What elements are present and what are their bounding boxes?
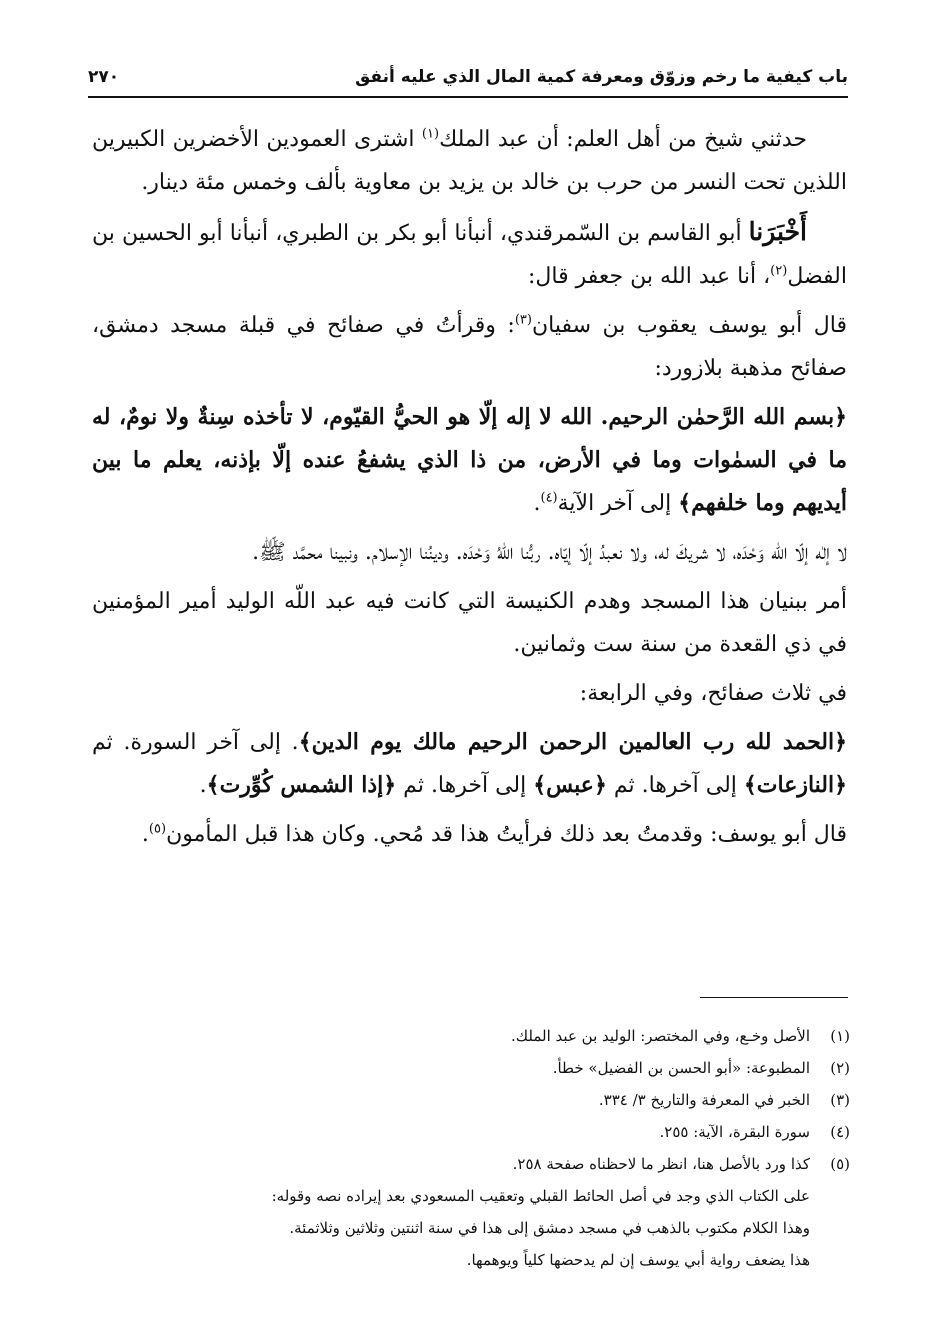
surah-name: ﴿النازعات﴾ [743,772,847,798]
footnote-text: المطبوعة: «أبو الحسن بن الفضيل» خطأ. [552,1059,810,1077]
text: إلى آخرها. ثم [396,773,534,798]
footnote-text: الخبر في المعرفة والتاريخ ٣/ ٣٣٤. [598,1091,810,1109]
footnote-text: الأصل وخـع، وفي المختصر: الوليد بن عبد الملك. [511,1027,810,1045]
text: . إلى آخر السورة. ثم [92,730,299,755]
text: إلى آخر الآية [557,491,679,516]
footnote-item [140,1084,850,1116]
footnote-item [140,1020,850,1052]
paragraph-4 [92,396,847,525]
text: قال أبو يوسف يعقوب بن سفيان [531,313,847,338]
footnote-continuation-line: وهذا الكلام مكتوب بالذهب في مسجد دمشق إلى هذا في سنة اثنتين وثلاثين وثلاثمئة. [289,1219,810,1237]
text: حدثني شيخ من أهل العلم: أن عبد الملك [439,127,807,152]
paragraph-7 [92,672,847,715]
paragraph-2 [92,210,847,298]
footnote-ref-4: (٤) [540,490,558,506]
isnad-keyword: أَخْبَرَنا [748,217,807,246]
surah-name: ﴿عبس﴾ [533,772,607,798]
paragraph-9 [92,813,847,856]
footnote-ref-3: (٣) [514,312,532,328]
surah-name: ﴿إذا الشمس كُوِّرت﴾ [206,772,397,798]
footnote-ref-1: (١) [421,126,440,142]
text: أمر ببنيان هذا المسجد وهدم الكنيسة التي كانت فيه عبد اللّه الوليد أمير المؤمنين في ذي القعدة من سنة ست وثمانين. [92,589,847,657]
footnote-item [140,1116,850,1148]
paragraph-8 [92,721,847,807]
text: قال أبو يوسف: وقدمتُ بعد ذلك فرأيتُ هذا قد مُحي. وكان هذا قبل المأمون [166,822,847,847]
text: : وقرأتُ في صفائح في قبلة مسجد دمشق، صفائح مذهبة بلازورد: [92,313,847,381]
text: اشترى العمودين الأخضرين الكبيرين اللذين تحت النسر من حرب بن خالد بن يزيد بن معاوية بألف وخمس مئة دينار. [92,127,847,195]
footnote-number: (٢) [830,1059,850,1077]
text: . [141,822,149,847]
paragraph-3 [92,304,847,390]
footnote-number: (١) [830,1027,850,1045]
paragraph-5 [92,531,847,574]
footnote-rule [700,997,848,998]
footnotes [140,1020,850,1276]
text: . [199,773,207,798]
text: . [533,491,541,516]
text: ، أنا عبد الله بن جعفر قال: [528,264,771,289]
page-number: ٢٧٠ [88,67,120,87]
footnote-ref-5: (٥) [148,821,167,837]
footnote-item [140,1148,850,1180]
text: لا إلٰه إلّا الله وَحْدَه، لا شريكَ له، ولا نعبدُ إلّا إيّاه. ربُّنا اللّهُ وَحْدَه. ودينُنا الإسلام. ونبينا محمَّد ﷺ. [252,540,847,565]
paragraph-1 [92,118,847,204]
text: إلى آخرها. ثم [606,773,744,798]
main-text [92,118,847,862]
footnote-ref-2: (٢) [770,263,788,279]
text: في ثلاث صفائح، وفي الرابعة: [579,681,847,706]
footnote-text: سورة البقرة، الآية: ٢٥٥. [659,1123,810,1141]
page-header [88,60,848,94]
header-rule [88,96,848,98]
text: أبو القاسم بن السّمرقندي، أنبأنا أبو بكر بن الطبري، أنبأنا أبو الحسين بن الفضل [92,221,847,289]
footnote-continuation-line: هذا يضعف رواية أبي يوسف إن لم يدحضها كلياً ويوهمها. [466,1251,810,1269]
quran-quote: ﴿بسم الله الرَّحمٰن الرحيم. الله لا إله إلّا هو الحيُّ القيّوم، لا تأخذه سِنةٌ ولا نومٌ، له ما في السمٰوات وما في الأرض، من ذا الذي يشفعُ عنده إلّا بإذنه، يعلم ما بين أيديهم وما خلفهم﴾ [92,404,847,516]
footnote-continuation-line: على الكتاب الذي وجد في أصل الحائط القبلي وتعقيب المسعودي بعد إيراده نصه وقوله: [271,1187,810,1205]
quran-quote: ﴿الحمد لله رب العالمين الرحمن الرحيم مالك يوم الدين﴾ [298,729,847,755]
footnote-number: (٤) [830,1123,850,1141]
footnote-number: (٣) [830,1091,850,1109]
paragraph-6 [92,580,847,666]
footnote-text: كذا ورد بالأصل هنا، انظر ما لاحظناه صفحة ٢٥٨. [512,1155,810,1173]
footnote-item [140,1052,850,1084]
footnote-number: (٥) [830,1155,850,1173]
running-title: باب كيفية ما رخم وزوّق ومعرفة كمية المال الذي عليه أنفق [355,67,848,87]
